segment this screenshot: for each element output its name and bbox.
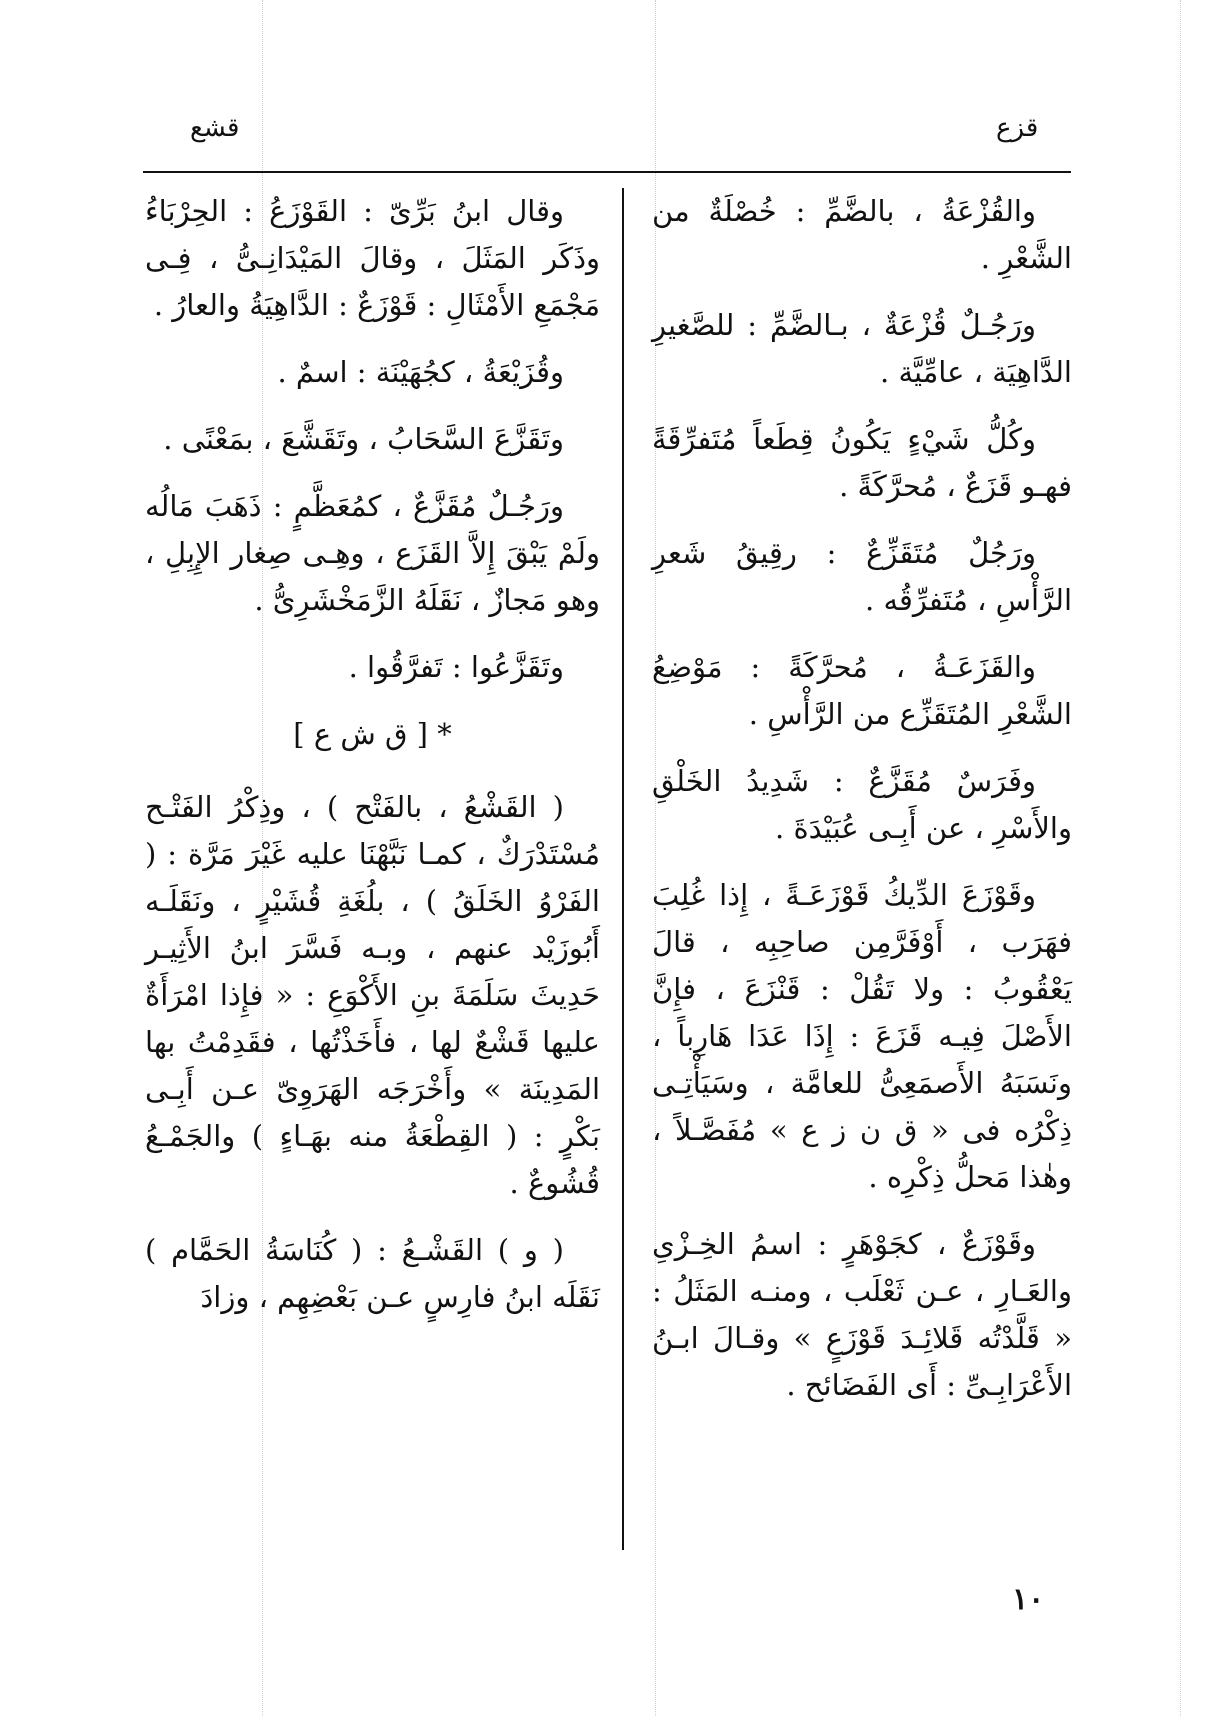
entry-paragraph: والقُزْعَةُ ، بالضَّمِّ : خُصْلَةٌ من الشَّعْرِ . [652,194,1072,275]
entry-paragraph: وتَقَزَّعَ السَّحَابُ ، وتَقَشَّعَ ، بمَعْنًى . [163,422,564,456]
column-divider [622,188,624,1550]
entry-paragraph: وقَوْزَعَ الدِّيكُ قَوْزَعَـةً ، إِذا غُلِبَ فهَرَب ، أَوْفَرَّمِن صاحِبِه ، قالَ يَعْقُوبُ : ولا تَقُلْ : قَنْزَعَ ، فإِنَّ الأَصْلَ فِيـه قَزَعَ : إِذَا عَدَا هَارِباً ، ونَسَبَهُ الأَصمَعِىُّ للعامَّة ، وسَيَأْتِـى ذِكْرُه فى « ق ن ز ع » مُفَصَّـلاً ، وهٰذا مَحلُّ ذِكْرِه . [652,878,1072,1194]
entry-paragraph: ( القَشْعُ ، بالفَتْح ) ، وذِكْرُ الفَتْـح مُسْتَدْرَكٌ ، كمـا نَبَّهْنَا عليه غَيْرَ مَرَّة : ( الفَرْوُ الخَلَقُ ) ، بلُغَةِ قُشَيْرٍ ، ونَقَلَـه أَبُوزَيْد عنهم ، وبـه فَسَّرَ ابنُ الأَثِيـر حَدِيثَ سَلَمَةَ بنِ الأَكْوَعِ : « فإِذا امْرَأَةٌ عليها قَشْعٌ لها ، فأَخَذْتُها ، فقَدِمْتُ بها المَدِينَة » وأَخْرَجَه الهَرَوِىّ عـن أَبِـى بَكْرٍ : ( القِطْعَةُ منه بهَـاءٍ ) والجَمْـعُ قُشُوعٌ . [145,790,600,1200]
entry-paragraph: وقَوْزَعٌ ، كجَوْهَرٍ : اسمُ الخِـزْىِ والعَـارِ ، عـن ثَعْلَب ، ومنـه المَثَلُ : « قَلَّدْتُه قَلائِـدَ قَوْزَعٍ » وقـالَ ابـنُ الأَعْرَابِـىِّ : أَى الفَضَائح . [652,1227,1072,1402]
running-header-right: قزع [996,113,1039,143]
running-header-left: قشع [190,113,240,143]
entry-paragraph: ورَجُلٌ مُتَقَزِّعٌ : رقِيقُ شَعرِ الرَّأْسِ ، مُتَفرِّقُه . [652,536,1072,617]
entry-paragraph: ورَجُـلٌ قُزْعَةٌ ، بـالضَّمِّ : للصَّغيرِ الدَّاهِيَة ، عامِّيَّة . [652,308,1072,389]
entry-paragraph: وقُزَيْعَةُ ، كجُهَيْنَة : اسمٌ . [277,355,564,389]
right-column [652,188,1072,1429]
entry-paragraph: وفَرَسٌ مُقَزَّعٌ : شَدِيدُ الخَلْقِ والأَسْرِ ، عن أَبِـى عُبَيْدَةَ . [652,764,1072,845]
root-heading: * [ ق ش ع ] [293,717,452,751]
entry-paragraph: ( و ) القَشْـعُ : ( كُنَاسَةُ الحَمَّام ) نَقَلَه ابنُ فارِسٍ عـن بَعْضِهِم ، وزادَ [145,1233,600,1314]
left-column [145,188,600,1341]
entry-paragraph: وتَقَزَّعُوا : تَفرَّقُوا . [348,650,564,684]
scan-guide-line [1180,0,1181,1716]
entry-paragraph: وقال ابنُ بَرِّىّ : القَوْزَعُ : الحِرْبَاءُ وذَكَر المَثَلَ ، وقالَ المَيْدَانِـىُّ ، فِـى مَجْمَعِ الأَمْثَالِ : قَوْزَعٌ : الدَّاهِيَةُ والعارُ . [145,194,600,322]
entry-paragraph: والقَزَعَـةُ ، مُحرَّكَةً : مَوْضِعُ الشَّعْرِ المُتَقَزِّع من الرَّأْسِ . [652,650,1072,731]
page-number: ١٠ [1012,1582,1045,1617]
header-rule [143,171,1071,173]
entry-paragraph: وكُلُّ شَيْءٍ يَكُونُ قِطَعاً مُتَفرِّقَةً فهـو قَزَعٌ ، مُحرَّكَةً . [652,422,1072,503]
entry-paragraph: ورَجُـلٌ مُقَزَّعٌ ، كمُعَظَّمٍ : ذَهَبَ مَالُه ولَمْ يَبْقَ إِلاَّ القَزَع ، وهِـى صِغار الإِبِلِ ، وهو مَجازٌ ، نَقَلَهُ الزَّمَخْشَرِىُّ . [145,489,600,617]
